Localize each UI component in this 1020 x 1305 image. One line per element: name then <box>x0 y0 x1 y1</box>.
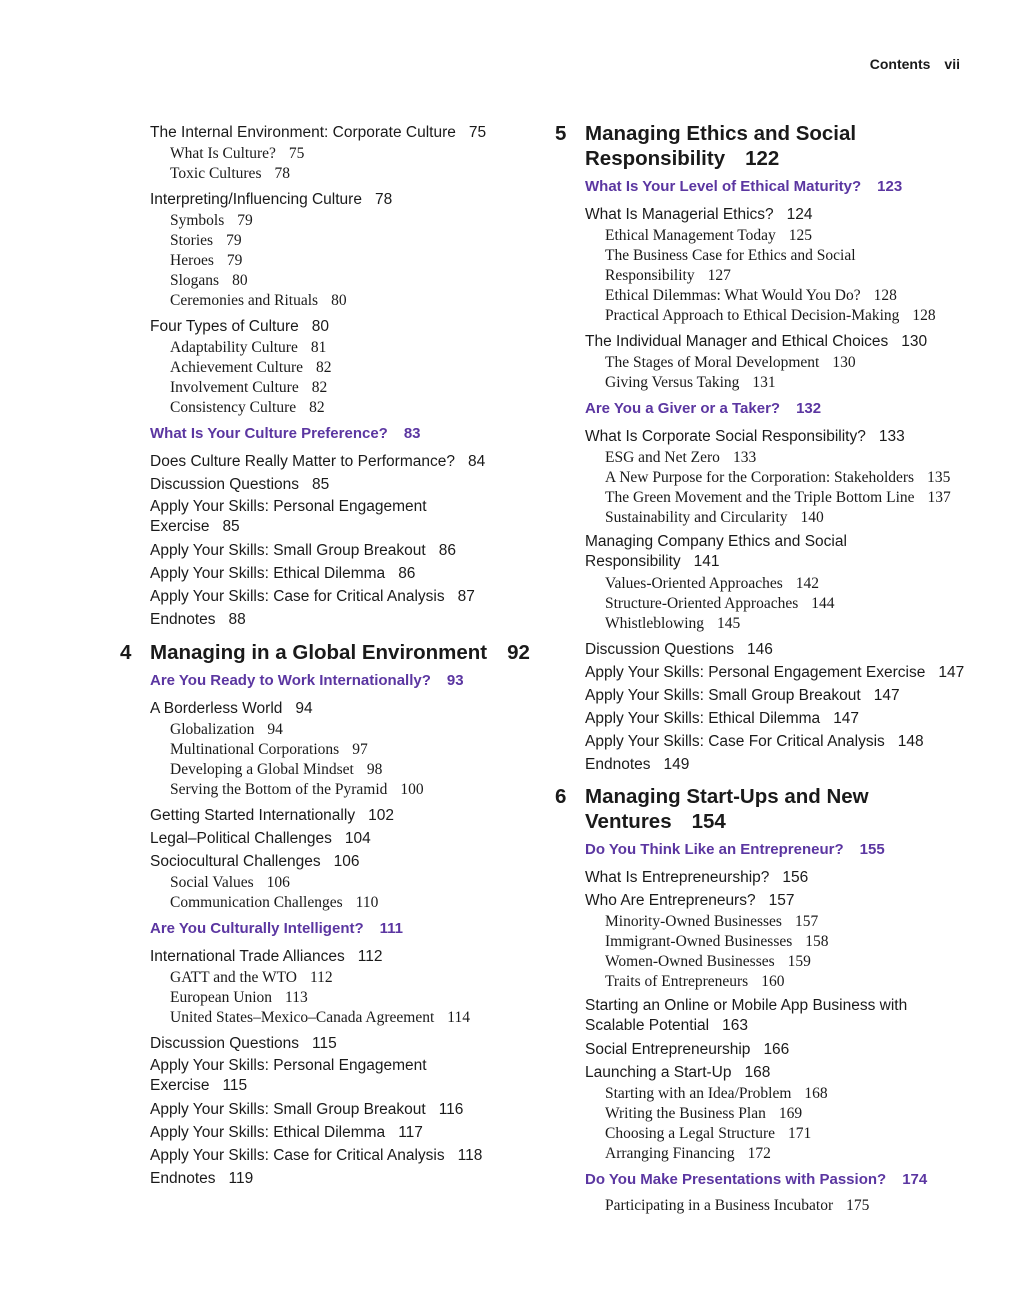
toc-entry[interactable]: Launching a Start-Up 168 <box>585 1064 771 1081</box>
toc-subentry[interactable]: Stories 79 <box>170 232 242 249</box>
toc-column-right <box>553 121 973 1216</box>
toc-entry[interactable]: Apply Your Skills: Case for Critical Analysis 118 <box>150 1147 483 1164</box>
toc-entry[interactable]: Discussion Questions 146 <box>585 641 773 658</box>
toc-subentry[interactable]: Sustainability and Circularity 140 <box>605 509 824 526</box>
toc-entry[interactable]: Does Culture Really Matter to Performance? 84 <box>150 453 486 470</box>
toc-entry[interactable]: What Is Corporate Social Responsibility? 133 <box>585 428 905 445</box>
toc-subentry[interactable]: Consistency Culture 82 <box>170 399 325 416</box>
toc-entry[interactable]: Apply Your Skills: Case for Critical Analysis 87 <box>150 588 475 605</box>
toc-subentry[interactable]: What Is Culture? 75 <box>170 145 305 162</box>
toc-entry[interactable]: The Individual Manager and Ethical Choices 130 <box>585 333 928 350</box>
toc-entry[interactable]: Sociocultural Challenges 106 <box>150 853 360 870</box>
toc-entry[interactable]: Apply Your Skills: Personal Engagement Exercise 115 <box>150 1057 427 1094</box>
toc-subentry[interactable]: Traits of Entrepreneurs 160 <box>605 973 785 990</box>
toc-subentry[interactable]: Structure-Oriented Approaches 144 <box>605 595 835 612</box>
toc-subentry[interactable]: Giving Versus Taking 131 <box>605 374 776 391</box>
toc-entry[interactable]: Four Types of Culture 80 <box>150 318 330 335</box>
toc-self-assessment[interactable]: What Is Your Level of Ethical Maturity? 123 <box>585 178 903 195</box>
toc-subentry[interactable]: Slogans 80 <box>170 272 248 289</box>
toc-subentry[interactable]: Social Values 106 <box>170 874 290 891</box>
toc-subentry[interactable]: The Stages of Moral Development 130 <box>605 354 856 371</box>
toc-subentry[interactable]: Multinational Corporations 97 <box>170 741 368 758</box>
toc-entry[interactable]: Discussion Questions 115 <box>150 1035 337 1052</box>
toc-subentry[interactable]: Choosing a Legal Structure 171 <box>605 1125 812 1142</box>
toc-entry[interactable]: Apply Your Skills: Personal Engagement Exercise 147 <box>585 664 965 681</box>
toc-entry[interactable]: International Trade Alliances 112 <box>150 948 383 965</box>
toc-entry[interactable]: Apply Your Skills: Small Group Breakout 147 <box>585 687 900 704</box>
toc-entry[interactable]: Discussion Questions 85 <box>150 476 330 493</box>
toc-subentry[interactable]: Ceremonies and Rituals 80 <box>170 292 347 309</box>
chapter-title: Managing Start-Ups and New Ventures <box>585 785 869 833</box>
toc-subentry[interactable]: Writing the Business Plan 169 <box>605 1105 803 1122</box>
chapter-page: 92 <box>507 641 530 664</box>
toc-entry[interactable]: Endnotes 88 <box>150 611 246 628</box>
toc-chapter-heading[interactable] <box>553 121 885 171</box>
toc-subentry[interactable]: Globalization 94 <box>170 721 283 738</box>
toc-entry[interactable]: What Is Managerial Ethics? 124 <box>585 206 813 223</box>
toc-subentry[interactable]: Serving the Bottom of the Pyramid 100 <box>170 781 424 798</box>
toc-subentry[interactable]: Women-Owned Businesses 159 <box>605 953 811 970</box>
toc-subentry[interactable]: Arranging Financing 172 <box>605 1145 771 1162</box>
toc-entry[interactable]: Legal–Political Challenges 104 <box>150 830 371 847</box>
running-header <box>870 56 960 72</box>
toc-self-assessment[interactable]: What Is Your Culture Preference? 83 <box>150 425 421 442</box>
chapter-page: 122 <box>745 147 780 170</box>
chapter-number: 4 <box>120 641 132 664</box>
toc-entry[interactable]: Apply Your Skills: Small Group Breakout 86 <box>150 542 456 559</box>
toc-subentry[interactable]: Participating in a Business Incubator 175 <box>605 1197 870 1214</box>
toc-subentry[interactable]: European Union 113 <box>170 989 308 1006</box>
toc-chapter-heading[interactable] <box>118 640 538 665</box>
toc-subentry[interactable]: Developing a Global Mindset 98 <box>170 761 383 778</box>
toc-self-assessment[interactable]: Do You Think Like an Entrepreneur? 155 <box>585 841 885 858</box>
toc-entry[interactable]: The Internal Environment: Corporate Culture 75 <box>150 124 487 141</box>
toc-self-assessment[interactable]: Are You a Giver or a Taker? 132 <box>585 400 822 417</box>
toc-entry[interactable]: Getting Started Internationally 102 <box>150 807 394 824</box>
chapter-number: 6 <box>555 785 567 808</box>
toc-entry[interactable]: What Is Entrepreneurship? 156 <box>585 869 809 886</box>
toc-subentry[interactable]: Immigrant-Owned Businesses 158 <box>605 933 829 950</box>
toc-chapter-heading[interactable] <box>553 784 875 834</box>
toc-subentry[interactable]: Starting with an Idea/Problem 168 <box>605 1085 828 1102</box>
toc-subentry[interactable]: Values-Oriented Approaches 142 <box>605 575 820 592</box>
toc-subentry[interactable]: A New Purpose for the Corporation: Stakeholders 135 <box>605 469 951 486</box>
chapter-page: 154 <box>691 810 726 833</box>
toc-entry[interactable]: Starting an Online or Mobile App Business with Scalable Potential 163 <box>585 997 908 1034</box>
toc-entry[interactable]: Endnotes 119 <box>150 1170 254 1187</box>
toc-subentry[interactable]: Achievement Culture 82 <box>170 359 332 376</box>
toc-column-left <box>118 121 538 1190</box>
chapter-title: Managing Ethics and Social Responsibility <box>585 122 857 170</box>
toc-subentry[interactable]: Toxic Cultures 78 <box>170 165 290 182</box>
toc-subentry[interactable]: The Green Movement and the Triple Bottom Line 137 <box>605 489 951 506</box>
toc-subentry[interactable]: The Business Case for Ethics and Social Responsibility 127 <box>605 247 856 284</box>
toc-subentry[interactable]: Practical Approach to Ethical Decision-Making 128 <box>605 307 936 324</box>
toc-self-assessment[interactable]: Do You Make Presentations with Passion? 174 <box>585 1171 928 1188</box>
toc-entry[interactable]: Apply Your Skills: Ethical Dilemma 147 <box>585 710 860 727</box>
toc-subentry[interactable]: Minority-Owned Businesses 157 <box>605 913 819 930</box>
toc-entry[interactable]: Apply Your Skills: Ethical Dilemma 117 <box>150 1124 423 1141</box>
toc-self-assessment[interactable]: Are You Culturally Intelligent? 111 <box>150 920 404 937</box>
toc-entry[interactable]: Apply Your Skills: Personal Engagement Exercise 85 <box>150 498 427 535</box>
toc-subentry[interactable]: ESG and Net Zero 133 <box>605 449 757 466</box>
toc-entry[interactable]: Managing Company Ethics and Social Responsibility 141 <box>585 533 847 570</box>
toc-entry[interactable]: Apply Your Skills: Ethical Dilemma 86 <box>150 565 416 582</box>
toc-subentry[interactable]: Involvement Culture 82 <box>170 379 328 396</box>
toc-subentry[interactable]: United States–Mexico–Canada Agreement 114 <box>170 1009 470 1026</box>
toc-entry[interactable]: Apply Your Skills: Small Group Breakout 116 <box>150 1101 464 1118</box>
header-page-number: vii <box>944 56 960 72</box>
toc-entry[interactable]: Interpreting/Influencing Culture 78 <box>150 191 393 208</box>
toc-entry[interactable]: Social Entrepreneurship 166 <box>585 1041 790 1058</box>
toc-subentry[interactable]: Symbols 79 <box>170 212 253 229</box>
toc-subentry[interactable]: Whistleblowing 145 <box>605 615 741 632</box>
toc-entry[interactable]: Endnotes 149 <box>585 756 690 773</box>
toc-subentry[interactable]: Communication Challenges 110 <box>170 894 379 911</box>
chapter-number: 5 <box>555 122 567 145</box>
toc-entry[interactable]: A Borderless World 94 <box>150 700 313 717</box>
toc-self-assessment[interactable]: Are You Ready to Work Internationally? 93 <box>150 672 464 689</box>
toc-subentry[interactable]: Ethical Management Today 125 <box>605 227 813 244</box>
header-section: Contents <box>869 56 931 72</box>
chapter-title: Managing in a Global Environment <box>150 641 488 664</box>
toc-subentry[interactable]: Adaptability Culture 81 <box>170 339 327 356</box>
toc-entry[interactable]: Who Are Entrepreneurs? 157 <box>585 892 795 909</box>
toc-subentry[interactable]: GATT and the WTO 112 <box>170 969 333 986</box>
toc-entry[interactable]: Apply Your Skills: Case For Critical Analysis 148 <box>585 733 924 750</box>
toc-subentry[interactable]: Ethical Dilemmas: What Would You Do? 128 <box>605 287 897 304</box>
toc-subentry[interactable]: Heroes 79 <box>170 252 243 269</box>
